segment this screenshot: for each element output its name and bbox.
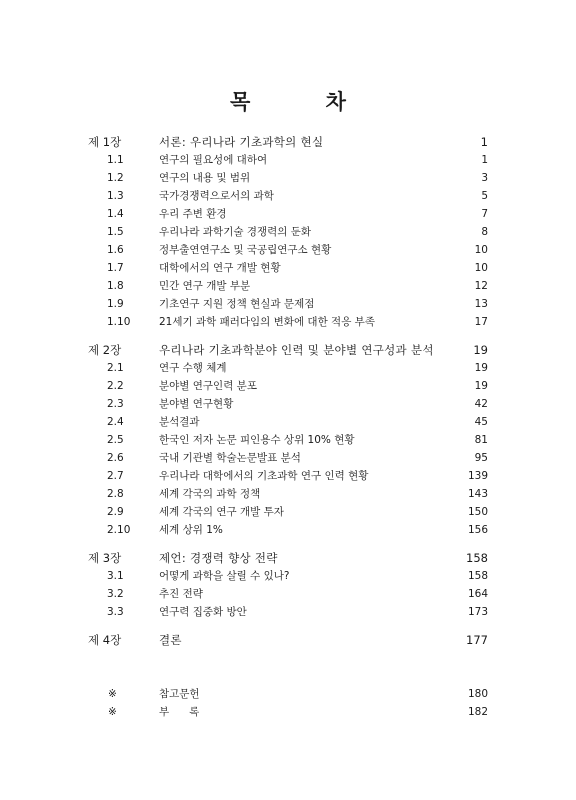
toc-entry-number: 1.6 (107, 244, 124, 256)
toc-entry-page: 10 (474, 262, 488, 274)
toc-entry-page: 177 (466, 633, 488, 647)
toc-entry-number: 2.8 (107, 488, 124, 500)
toc-entry-number: 2.10 (107, 524, 131, 536)
toc-entry-number: 1.3 (107, 190, 124, 202)
toc-entry-page: 8 (481, 226, 488, 238)
toc-entry-page: 17 (474, 316, 488, 328)
toc-entry-number: 2.2 (107, 380, 124, 392)
toc-entry-page: 19 (474, 362, 488, 374)
toc-entry-page: 164 (467, 588, 488, 600)
toc-section-row (0, 188, 576, 204)
toc-entry-title: 국가경쟁력으로서의 과학 (159, 190, 274, 202)
toc-entry-page: 1 (481, 154, 488, 166)
toc-entry-number: 제 2장 (88, 343, 122, 357)
toc-entry-page: 13 (474, 298, 488, 310)
toc-section-row (0, 522, 576, 538)
toc-entry-page: 81 (474, 434, 488, 446)
toc-entry-page: 3 (481, 172, 488, 184)
toc-entry-page: 19 (473, 343, 488, 357)
toc-section-row (0, 586, 576, 602)
toc-entry-number: 제 3장 (88, 551, 122, 565)
toc-section-row (0, 224, 576, 240)
toc-entry-title: 참고문헌 (159, 688, 200, 700)
toc-entry-title: 세계 각국의 연구 개발 투자 (159, 506, 284, 518)
toc-entry-number: ※ (108, 688, 117, 700)
toc-chapter-row (0, 134, 576, 150)
toc-entry-title: 우리나라 대학에서의 기초과학 연구 인력 현황 (159, 470, 369, 482)
toc-section-row (0, 296, 576, 312)
toc-entry-title: 우리 주변 환경 (159, 208, 227, 220)
toc-entry-title: 분야별 연구현황 (159, 398, 234, 410)
toc-entry-title: 분야별 연구인력 분포 (159, 380, 257, 392)
toc-entry-title: 우리나라 기초과학분야 인력 및 분야별 연구성과 분석 (159, 343, 434, 357)
toc-entry-number: 1.10 (107, 316, 131, 328)
toc-entry-page: 182 (467, 706, 488, 718)
toc-entry-title: 제언: 경쟁력 향상 전략 (159, 551, 278, 565)
toc-entry-number: ※ (108, 706, 117, 718)
toc-entry-page: 10 (474, 244, 488, 256)
toc-entry-title: 우리나라 과학기술 경쟁력의 둔화 (159, 226, 312, 238)
toc-entry-number: 1.1 (107, 154, 124, 166)
toc-section-row (0, 152, 576, 168)
toc-entry-title: 결론 (159, 633, 182, 647)
toc-section-row (0, 314, 576, 330)
toc-entry-number: 1.9 (107, 298, 124, 310)
toc-entry-number: 1.2 (107, 172, 124, 184)
toc-section-row (0, 604, 576, 620)
toc-entry-title: 연구력 집중화 방안 (159, 606, 247, 618)
toc-entry-number: 1.8 (107, 280, 124, 292)
toc-section-row (0, 486, 576, 502)
toc-entry-page: 12 (474, 280, 488, 292)
toc-entry-page: 1 (480, 135, 488, 149)
toc-entry-title: 21세기 과학 패러다임의 변화에 대한 적응 부족 (159, 316, 375, 328)
toc-entry-number: 2.7 (107, 470, 124, 482)
toc-entry-number: 제 4장 (88, 633, 122, 647)
toc-section-row (0, 568, 576, 584)
toc-section-row (0, 170, 576, 186)
toc-entry-number: 2.6 (107, 452, 124, 464)
toc-entry-number: 2.4 (107, 416, 124, 428)
toc-section-row (0, 396, 576, 412)
toc-section-row (0, 242, 576, 258)
toc-entry-title: 추진 전략 (159, 588, 203, 600)
toc-entry-number: 3.3 (107, 606, 124, 618)
toc-chapter-row (0, 550, 576, 566)
toc-entry-number: 3.2 (107, 588, 124, 600)
toc-section-row (0, 378, 576, 394)
toc-appendix-row (0, 686, 576, 702)
toc-entry-number: 제 1장 (88, 135, 122, 149)
toc-section-row (0, 504, 576, 520)
toc-entry-title: 기초연구 지원 정책 현실과 문제점 (159, 298, 315, 310)
toc-entry-page: 158 (466, 551, 488, 565)
toc-entry-page: 7 (481, 208, 488, 220)
toc-entry-title: 부 록 (159, 706, 200, 718)
toc-entry-number: 1.4 (107, 208, 124, 220)
toc-section-row (0, 432, 576, 448)
toc-entry-title: 연구의 내용 및 범위 (159, 172, 251, 184)
toc-entry-title: 연구의 필요성에 대하여 (159, 154, 268, 166)
toc-entry-page: 143 (467, 488, 488, 500)
toc-entry-page: 173 (467, 606, 488, 618)
toc-chapter-row (0, 632, 576, 648)
toc-chapter-row (0, 342, 576, 358)
toc-entry-number: 2.1 (107, 362, 124, 374)
toc-entry-title: 세계 각국의 과학 정책 (159, 488, 261, 500)
toc-section-row (0, 278, 576, 294)
toc-entry-page: 95 (474, 452, 488, 464)
toc-entry-page: 5 (481, 190, 488, 202)
toc-section-row (0, 360, 576, 376)
toc-appendix-row (0, 704, 576, 720)
toc-entry-title: 정부출연연구소 및 국공립연구소 현황 (159, 244, 332, 256)
toc-entry-title: 연구 수행 체계 (159, 362, 227, 374)
toc-entry-number: 1.7 (107, 262, 124, 274)
toc-entry-page: 45 (474, 416, 488, 428)
toc-section-row (0, 468, 576, 484)
toc-entry-title: 한국인 저자 논문 피인용수 상위 10% 현황 (159, 434, 355, 446)
toc-entry-title: 세계 상위 1% (159, 524, 223, 536)
toc-entry-title: 대학에서의 연구 개발 현황 (159, 262, 281, 274)
toc-entry-page: 180 (467, 688, 488, 700)
toc-entry-page: 150 (467, 506, 488, 518)
toc-entry-title: 국내 기관별 학술논문발표 분석 (159, 452, 301, 464)
toc-entry-title: 서론: 우리나라 기초과학의 현실 (159, 135, 324, 149)
toc-section-row (0, 414, 576, 430)
toc-entry-page: 19 (474, 380, 488, 392)
toc-entry-number: 2.9 (107, 506, 124, 518)
toc-entry-number: 2.5 (107, 434, 124, 446)
toc-entry-number: 2.3 (107, 398, 124, 410)
toc-entry-page: 156 (467, 524, 488, 536)
page-title: 목 차 (230, 90, 380, 114)
toc-section-row (0, 206, 576, 222)
toc-entry-page: 158 (467, 570, 488, 582)
toc-entry-page: 42 (474, 398, 488, 410)
toc-entry-title: 분석결과 (159, 416, 200, 428)
toc-entry-number: 1.5 (107, 226, 124, 238)
toc-section-row (0, 450, 576, 466)
toc-section-row (0, 260, 576, 276)
toc-entry-page: 139 (467, 470, 488, 482)
toc-entry-number: 3.1 (107, 570, 124, 582)
toc-entry-title: 민간 연구 개발 부분 (159, 280, 251, 292)
toc-entry-title: 어떻게 과학을 살릴 수 있나? (159, 570, 290, 582)
